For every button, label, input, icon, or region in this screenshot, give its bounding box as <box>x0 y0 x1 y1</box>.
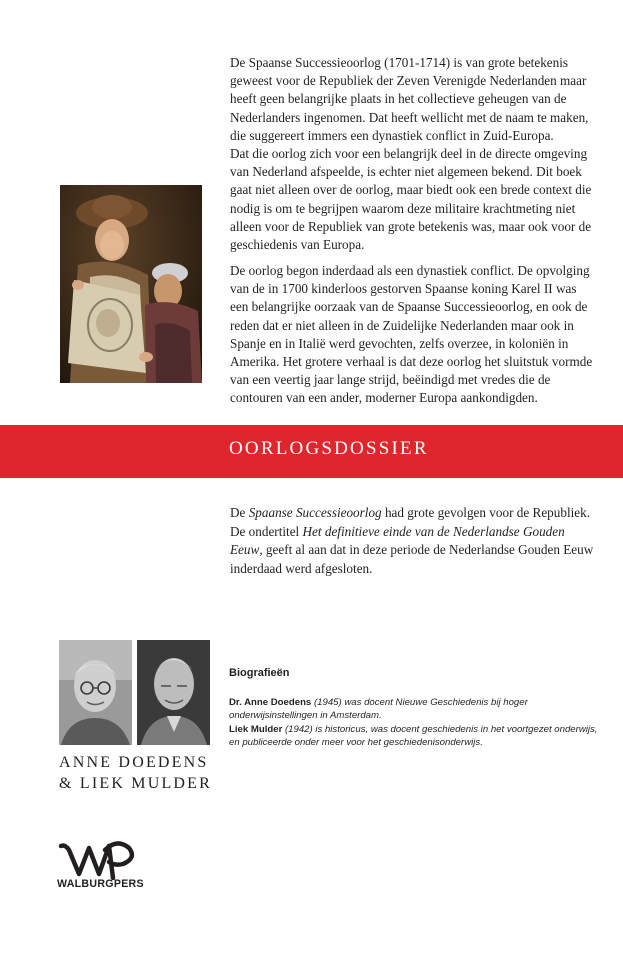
series-banner <box>0 425 623 478</box>
blurb-paragraph-1: De Spaanse Successieoorlog (1701-1714) is van grote betekenis geweest voor de Republiek der Zeven Verenigde Nederlanden maar heeft geen belangrijke plaats in het collectieve geheugen van de Nederlanders ingenomen. Dat heeft wellicht met de naam te maken, die suggereert immers een dynastiek conflict in Zuid-Europa. <box>230 55 589 143</box>
bio-doedens-text: (1945) was docent Nieuwe Geschiedenis bij hoger onderwijsinstellingen in Amsterdam. <box>229 697 528 722</box>
bio-mulder-name: Liek Mulder <box>229 723 283 735</box>
bio-heading: Biografieën <box>229 667 290 679</box>
author-names <box>59 752 212 794</box>
blurb-block-2 <box>230 262 598 408</box>
blurb-paragraph-3: De oorlog begon inderdaad als een dynastiek conflict. De opvolging van de in 1700 kinderloos gestorven Spaanse koning Karel II was een belangrijke oorzaak van de Spaanse Successieoorlog, en ook de reden dat er niet alleen in de Zuidelijke Nederlanden maar ook in Spanje en in Italië werd gevochten, zelfs overzee, in koloniën in Amerika. Het grotere verhaal is dat deze oorlog het sluitstuk vormde van een veertig jaar lange strijd, beëindigd met vredes die de contouren van een ander, moderner Europa aankondigden. <box>230 263 593 406</box>
intro-suffix: , geeft al aan dat in deze periode de Nederlandse Gouden Eeuw inderdaad werd afgesloten. <box>230 542 594 576</box>
bio-text <box>229 696 609 750</box>
author-line-1: ANNE DOEDENS <box>59 754 209 771</box>
author-line-2: & LIEK MULDER <box>59 775 213 792</box>
blurb-block-1 <box>230 54 598 254</box>
author-photo-doedens <box>59 640 132 745</box>
painting-image <box>60 185 202 383</box>
intro-prefix: De <box>230 505 249 520</box>
intro-text <box>230 504 598 578</box>
intro-middle: had grote gevolgen voor de Republiek. De ondertitel <box>230 505 591 539</box>
bio-doedens <box>229 696 609 723</box>
bio-doedens-name: Dr. Anne Doedens <box>229 697 312 708</box>
bio-mulder-text: (1942) is historicus, was docent geschiedenis in het voortgezet onderwijs, en publiceerde onder meer voor het geschiedenisonderwijs. <box>229 723 598 749</box>
bio-mulder <box>229 723 609 750</box>
publisher-logo-icon <box>57 840 147 880</box>
cover-painting <box>60 185 202 383</box>
intro-paragraph <box>230 504 598 578</box>
blurb-paragraph-2: Dat die oorlog zich voor een belangrijk deel in de directe omgeving van Nederland afspeelde, is echter niet algemeen bekend. Dit boek gaat niet alleen over de oorlog, maar biedt ook een brede context die nodig is om te begrijpen waarom deze militaire krachtmeting niet alleen voor de Republiek van grote betekenis was, maar ook voor de geschiedenis van Europa. <box>230 146 592 253</box>
series-name: OORLOGSDOSSIER <box>229 438 429 459</box>
book-title: Spaanse Successieoorlog <box>248 505 382 520</box>
book-subtitle: Het definitieve einde van de Nederlandse Gouden Eeuw <box>230 523 565 557</box>
walburgpers-logo <box>57 840 147 900</box>
publisher-name: WALBURGPERS <box>57 878 144 890</box>
author-photo-mulder <box>137 640 210 745</box>
